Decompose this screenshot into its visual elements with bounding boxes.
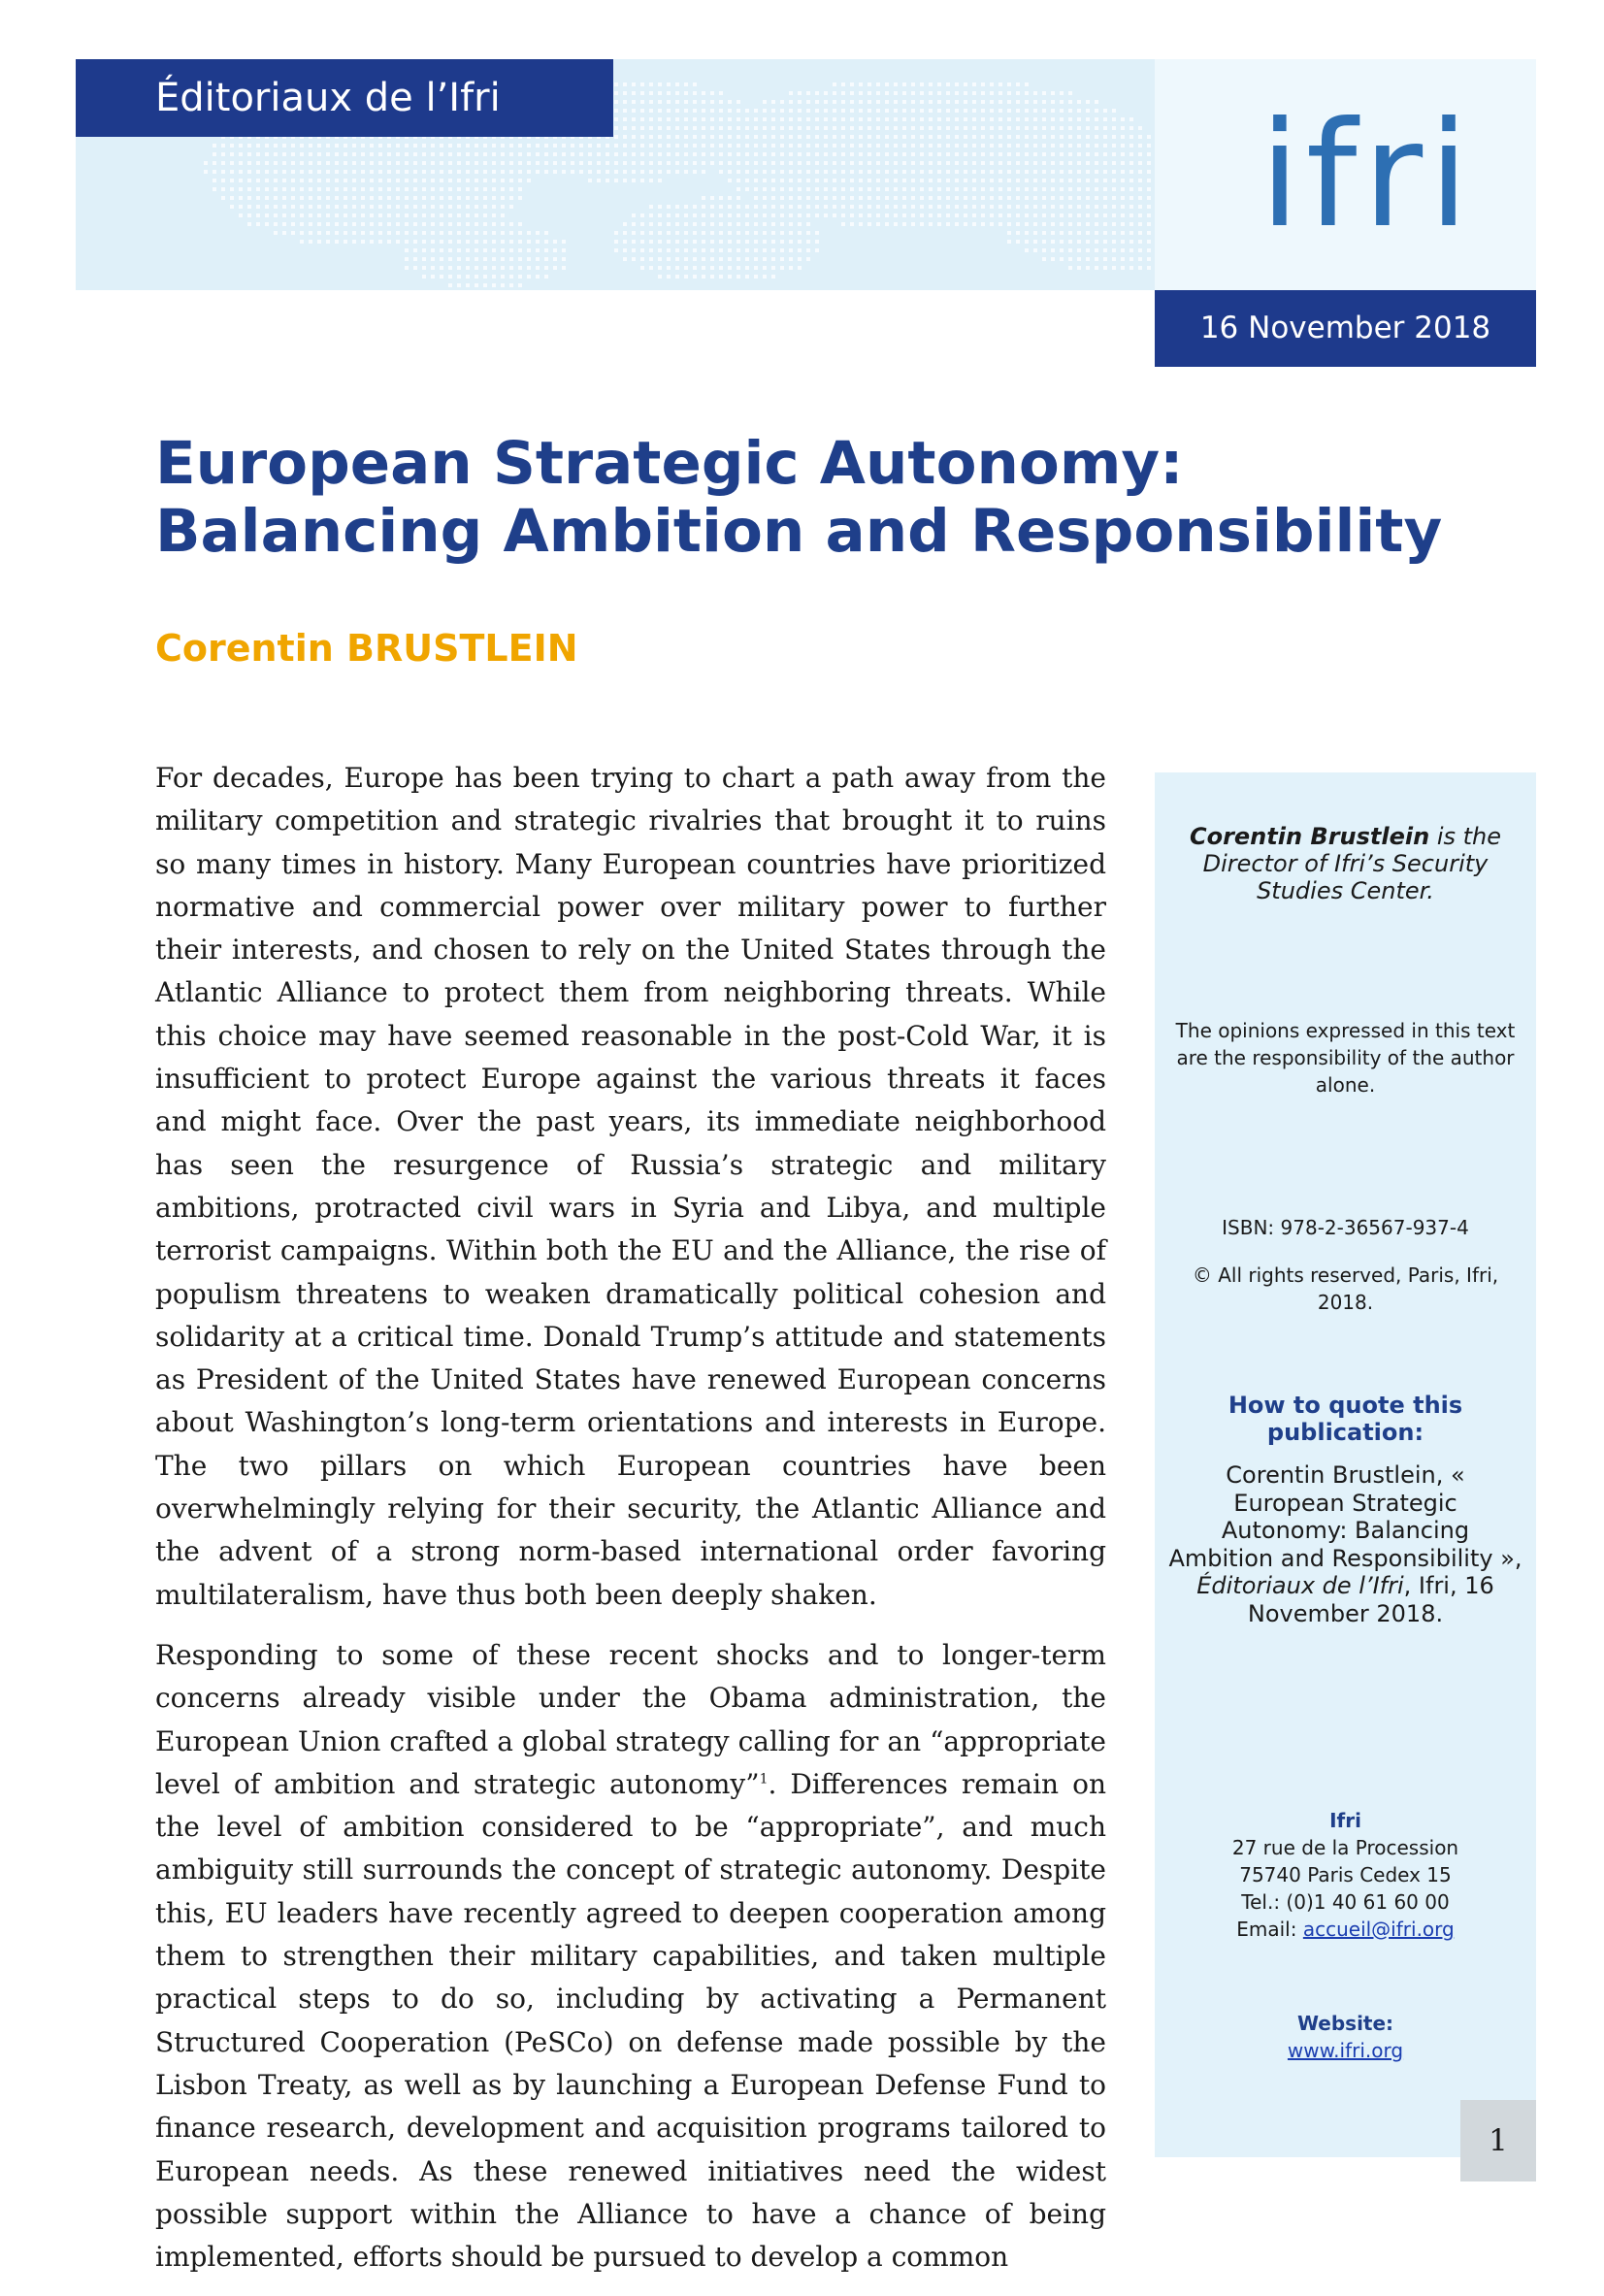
- contact-name: Ifri: [1329, 1809, 1361, 1832]
- contact-address-line: 27 rue de la Procession: [1231, 1836, 1459, 1859]
- series-title: Éditoriaux de l’Ifri: [76, 59, 613, 137]
- ifri-logo: [1260, 91, 1475, 264]
- article-title: [155, 430, 1533, 566]
- citation-series: Éditoriaux de l’Ifri: [1196, 1572, 1404, 1599]
- contact-email-link[interactable]: accueil@ifri.org: [1302, 1918, 1455, 1941]
- sidebar-disclaimer: The opinions expressed in this text are the responsibility of the author alone.: [1175, 1019, 1516, 1097]
- website-heading: Website:: [1296, 2012, 1394, 2035]
- sidebar-website: [1168, 2010, 1522, 2064]
- citation-text: Corentin Brustlein, « European Strategic Autonomy: Balancing Ambition and Responsibility »,: [1168, 1461, 1522, 1572]
- body-paragraph-text: Responding to some of these recent shocks and to longer-term concerns already visible under the Obama administration, the European Union crafted a global strategy calling for an “appropriate level of ambition and strategic autonomy”: [155, 1638, 1106, 1800]
- article-body: [155, 757, 1106, 2296]
- sidebar-contact: [1168, 1807, 1522, 1943]
- ifri-logo-text: ifri: [1260, 91, 1475, 260]
- body-paragraph: [155, 1634, 1106, 2279]
- sidebar-rights: © All rights reserved, Paris, Ifri, 2018.: [1192, 1263, 1499, 1314]
- article-title-line-1: European Strategic Autonomy:: [155, 429, 1184, 498]
- sidebar-isbn: ISBN: 978-2-36567-937-4: [1222, 1216, 1469, 1239]
- article-author: Corentin BRUSTLEIN: [155, 627, 578, 670]
- sidebar-author-desc: is the Director of Ifri’s Security Studies Center.: [1202, 823, 1502, 904]
- footnote-reference[interactable]: 1: [759, 1771, 769, 1788]
- contact-address-line: 75740 Paris Cedex 15: [1239, 1863, 1452, 1886]
- page-number: 1: [1460, 2100, 1536, 2181]
- sidebar-author-note: [1168, 823, 1522, 904]
- website-link[interactable]: www.ifri.org: [1287, 2039, 1404, 2062]
- citation-text: , Ifri, 16 November 2018.: [1247, 1572, 1494, 1627]
- article-title-line-2: Balancing Ambition and Responsibility: [155, 497, 1443, 566]
- contact-email-row: [1168, 1916, 1522, 1943]
- body-paragraph-text: . Differences remain on the level of ambition considered to be “appropriate”, and much ambiguity still surrounds the concept of strategic autonomy. Despite this, EU leaders have recently agreed to deepen cooperation among them to strengthen their military capabilities, and taken multiple practical steps to do so, including by activating a Permanent Structured Cooperation (PeSCo) on defense made possible by the Lisbon Treaty, as well as by launching a European Defense Fund to finance research, development and acquisition programs tailored to European needs. As these renewed initiatives need the widest possible support within the Alliance to have a chance of being implemented, efforts should be pursued to develop a common: [155, 1767, 1106, 2274]
- sidebar-quote-heading: How to quote this publication:: [1228, 1392, 1463, 1446]
- contact-email-label: Email:: [1236, 1918, 1303, 1941]
- publication-date: 16 November 2018: [1155, 290, 1536, 367]
- sidebar-author-name: Corentin Brustlein: [1189, 823, 1430, 850]
- sidebar: [1155, 772, 1536, 2157]
- sidebar-citation: [1168, 1461, 1522, 1627]
- body-paragraph: For decades, Europe has been trying to chart a path away from the military competition and strategic rivalries that brought it to ruins so many times in history. Many European countries have prioritized normative and commercial power over military power to further their interests, and chosen to rely on the United States through the Atlantic Alliance to protect them from neighboring threats. While this choice may have seemed reasonable in the post-Cold War, it is insufficient to protect Europe against the various threats it faces and might face. Over the past years, its immediate neighborhood has seen the resurgence of Russia’s strategic and military ambitions, protracted civil wars in Syria and Libya, and multiple terrorist campaigns. Within both the EU and the Alliance, the rise of populism threatens to weaken dramatically political cohesion and solidarity at a critical time. Donald Trump’s attitude and statements as President of the United States have renewed European concerns about Washington’s long-term orientations and interests in Europe. The two pillars on which European countries have been overwhelmingly relying for their security, the Atlantic Alliance and the advent of a strong norm-based international order favoring multilateralism, have thus both been deeply shaken.: [155, 762, 1106, 1611]
- contact-phone: Tel.: (0)1 40 61 60 00: [1241, 1890, 1450, 1914]
